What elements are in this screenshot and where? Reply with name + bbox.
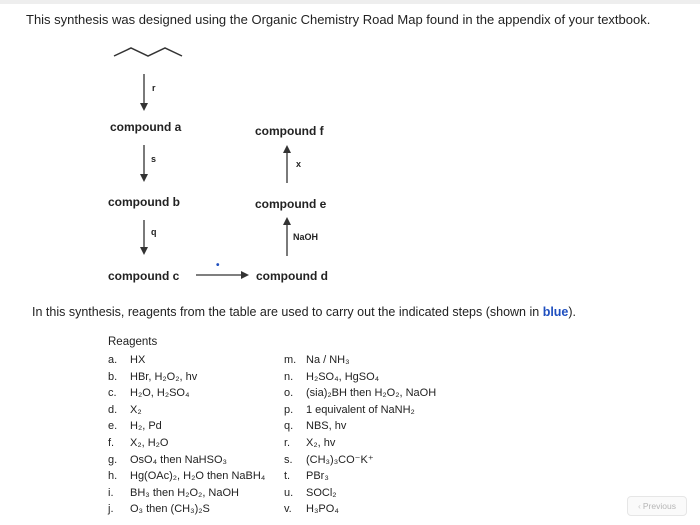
reagent-row: b. HBr, H₂O₂, hv [108, 370, 198, 383]
compound-c-label: compound c [108, 269, 180, 283]
step-label-q: q [151, 227, 157, 237]
reagent-row: p. 1 equivalent of NaNH₂ [284, 403, 415, 416]
arrowhead-e-to-f [283, 145, 291, 153]
step-label-c-to-d: • [216, 260, 220, 271]
starting-alkane-structure [114, 48, 182, 56]
instructions-text: In this synthesis, reagents from the table are used to carry out the indicated steps (shown in blue). [32, 305, 577, 319]
step-label-r: r [152, 83, 156, 93]
reagent-row: e. H₂, Pd [108, 420, 162, 433]
step-label-naoh: NaOH [293, 232, 319, 242]
step-label-x: x [296, 159, 302, 169]
reagent-row: s. (CH₃)₃CO⁻K⁺ [284, 453, 374, 466]
reagents-right-column [284, 352, 436, 518]
reagent-row: h. Hg(OAc)₂, H₂O then NaBH₄ [108, 470, 266, 483]
compound-a-label: compound a [110, 120, 182, 134]
reagents-left-column [108, 352, 265, 518]
reagent-row: n. H₂SO₄, HgSO₄ [284, 370, 380, 383]
arrowhead-start-to-a [140, 103, 148, 111]
compound-d-label: compound d [256, 269, 328, 283]
chevron-left-icon: ‹ [638, 501, 641, 511]
compound-e-label: compound e [255, 197, 327, 211]
reagent-row: m. Na / NH₃ [284, 354, 350, 366]
reagent-row: f. X₂, H₂O [108, 436, 169, 449]
compound-f-label: compound f [255, 124, 324, 138]
reagent-row: d. X₂ [108, 403, 142, 416]
reagent-row: q. NBS, hv [284, 420, 347, 433]
reagent-row: u. SOCl₂ [284, 486, 337, 499]
reagents-title: Reagents [108, 336, 158, 348]
arrowhead-a-to-b [140, 174, 148, 182]
reagent-row: j. O₃ then (CH₃)₂S [108, 503, 210, 516]
step-label-s: s [151, 154, 157, 164]
intro-text: This synthesis was designed using the Organic Chemistry Road Map found in the appendix of your textbook. [26, 12, 651, 27]
previous-button[interactable] [627, 496, 687, 516]
arrowhead-d-to-e [283, 217, 291, 225]
previous-label: Previous [642, 501, 676, 511]
reagent-row: t. PBr₃ [284, 470, 329, 483]
arrowhead-c-to-d [241, 271, 249, 279]
reagent-row: v. H₃PO₄ [284, 503, 339, 516]
arrowhead-b-to-c [140, 247, 148, 255]
compound-b-label: compound b [108, 195, 180, 209]
reagent-row: o. (sia)₂BH then H₂O₂, NaOH [284, 387, 437, 400]
reagent-row: r. X₂, hv [284, 436, 336, 449]
reagent-row: g. OsO₄ then NaHSO₃ [108, 453, 228, 466]
blue-highlight: blue [542, 305, 569, 319]
reagent-row: i. BH₃ then H₂O₂, NaOH [108, 486, 239, 499]
reagent-row: a. HX [108, 354, 146, 366]
reagent-row: c. H₂O, H₂SO₄ [108, 387, 190, 400]
